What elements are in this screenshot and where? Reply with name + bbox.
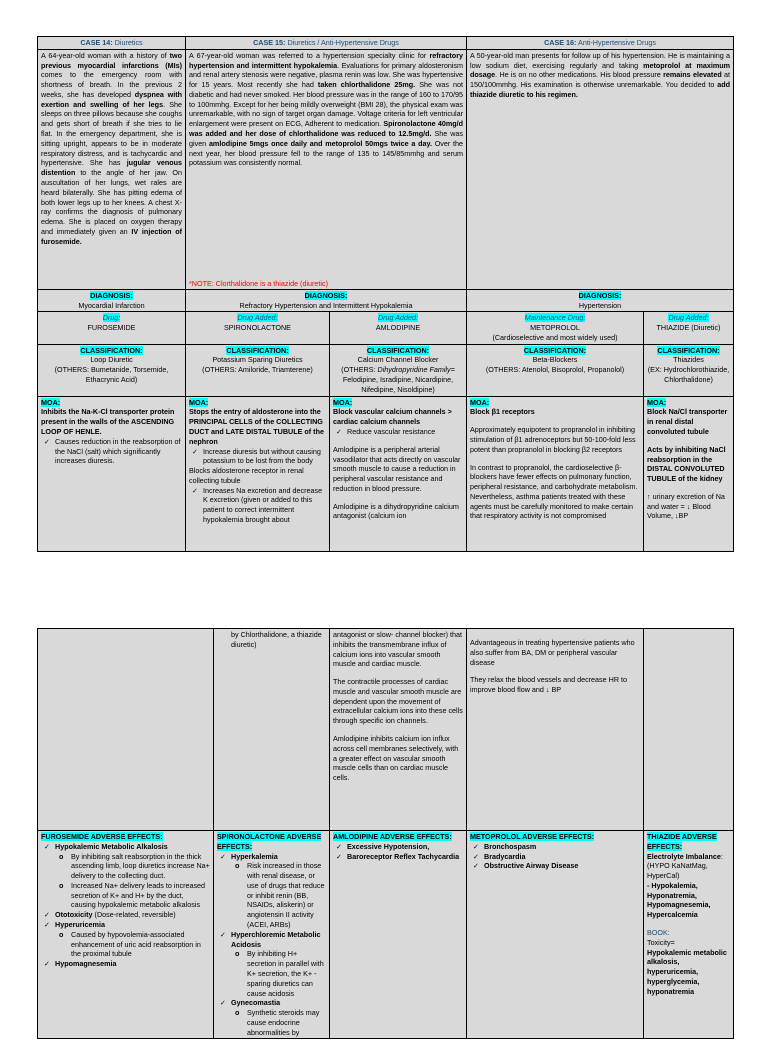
metoprolol-continued: Advantageous in treating hypertensive patients who also suffer from BA, DM or peripheral vascular disease They relax the blood vessels and decrease HR to improve blood flow and ↓ BP: [467, 629, 644, 831]
thiazide-continued: [644, 629, 734, 831]
amlodipine-classification: CLASSIFICATION: Calcium Channel Blocker (OTHERS: Dihydropyridine Family= Felodipine, Isradipine, Nicardipine, Nifedipine, Nisoldipine): [330, 344, 467, 396]
case15-text: A 67-year-old woman was referred to a hypertension specialty clinic for refractory hypertension and intermittent hypokalemia. Evaluations for primary aldosteronism and renal artery stenosis were negative, plasma renin was low. She was hypertensive for 15 years. Most recently she had taken chlorthalidone 25mg. She was not diabetic and had never smoked. Her blood pressure was in the range of 160 to 170/95 to 100mmhg. Except for her being mildly overweight (BMI 28), the physical exam was unremarkable, with no sign of target organ damage. Voltage criteria for left ventricular enlargement were present on ECG, Adherent to medication. Spironolactone 40mg/d was added and her dose of chlorthalidone was reduced to 12.5mg/d. She was given amlodipine 5mgs once daily and metoprolol 50mgs twice a day. Over the next year, her blood pressure fell to the range of 135 to 145/85mmhg and serum potassium was consistently normal. *NOTE: Clorthalidone is a thiazide (diuretic): [186, 49, 467, 289]
furosemide-adverse-effects: FUROSEMIDE ADVERSE EFFECTS: ✓ Hypokalemic Metabolic Alkalosis o By inhibiting salt reabsorption in the thick ascending limb, loop diuretics increase Na+ delivery to the collecting duct. o Increased Na+ delivery leads to increased secretion of K+ and H+ by the duct, causing hypokalemic metabolic alkalosis ✓ Ototoxicity (Dose-related, reversible) ✓ Hyperuricemia o Caused by hypovolemia-associated enhancement of uric acid reabsorption in the proximal tubule ✓ Hypomagnesemia: [38, 831, 214, 1039]
amlodipine-adverse-effects: AMLODIPINE ADVERSE EFFECTS: ✓ Excessive Hypotension, ✓ Baroreceptor Reflex Tachycardia: [330, 831, 467, 1039]
amlodipine-drug: Drug Added: AMLODIPINE: [330, 312, 467, 344]
case15-header: CASE 15: Diuretics / Anti-Hypertensive Drugs: [186, 37, 467, 50]
drug-case-table-top: [37, 36, 734, 552]
case14-diagnosis: DIAGNOSIS: Myocardial Infarction: [38, 289, 186, 312]
amlodipine-moa: MOA: Block vascular calcium channels > cardiac calcium channels ✓ Reduce vascular resistance Amlodipine is a peripheral arterial vasodilator that acts directly on vascular smooth muscle to cause a reduction in peripheral vascular resistance and reduction in blood pressure. Amlodipine is a dihydropyridine calcium antagonist (calcium ion: [330, 396, 467, 551]
furosemide-continued: [38, 629, 214, 831]
thiazide-moa: MOA: Block Na/Cl transporter in renal distal convoluted tubule Acts by inhibiting NaCl reabsorption in the DISTAL CONVOLUTED TUBULE of the kidney ↑ urinary excretion of Na and water = ↓ Blood Volume, ↓BP: [644, 396, 734, 551]
metoprolol-moa: MOA: Block β1 receptors Approximately equipotent to propranolol in inhibiting stimulation of β1 adrenoceptors but 50-100-fold less potent than propranolol in blocking β2 receptors In contrast to propranolol, the cardioselective β-blockers have fewer effects on pulmonary function, peripheral resistance, and carbohydrate metabolism. Nevertheless, asthma patients treated with these agents must be carefully monitored to make certain that respiratory activity is not compromised: [467, 396, 644, 551]
case16-text: A 50-year-old man presents for follow up of his hypertension. He is maintaining a low sodium diet, exercising regularly and taking metoprolol at maximum dosage. He is on no other medications. His blood pressure remains elevated at 150/100mmhg. His examination is otherwise unremarkable. You decided to add thiazide diuretic to his regimen.: [467, 49, 734, 289]
spironolactone-adverse-effects: SPIRONOLACTONE ADVERSE EFFECTS: ✓ Hyperkalemia o Risk increased in those with renal disease, or use of drugs that reduce or inhibit renin (BB, NSAIDs, aliskerin) or angiotensin II activity (ACEI, ARBs) ✓ Hyperchloremic Metabolic Acidosis o By inhibiting H+ secretion in parallel with K+ secretion, the K+ - sparing diuretics can cause acidosis ✓ Gynecomastia o Synthetic steroids may cause endocrine abnormalities by: [214, 831, 330, 1039]
metoprolol-classification: CLASSIFICATION: Beta-Blockers (OTHERS: Atenolol, Bisoprolol, Propanolol): [467, 344, 644, 396]
case14-header: CASE 14: Diuretics: [38, 37, 186, 50]
thiazide-classification: CLASSIFICATION: Thiazides (EX: Hydrochlorothiazide, Chlorthalidone): [644, 344, 734, 396]
case14-text: A 64-year-old woman with a history of two previous myocardial infarctions (MIs) comes to the emergency room with shortness of breath. In the previous 2 weeks, she has developed dyspnea with exertion and swelling of her legs. She sleeps on three pillows because she coughs and gets short of breath if she tries to lie flat. In the emergency department, she is sitting upright, appears to be in moderate respiratory distress, and is tachycardic and hypertensive. She has jugular venous distention to the angle of her jaw. On auscultation of her lungs, wet rales are heard bilaterally. She has pitting edema of both lower legs up to her knees. A chest X-ray confirms the diagnosis of pulmonary edema. She is placed on oxygen therapy and immediately given an IV injection of furosemide.: [38, 49, 186, 289]
amlodipine-continued: antagonist or slow- channel blocker) that inhibits the transmembrane influx of calcium ions into vascular smooth muscle and cardiac muscle. The contractile processes of cardiac muscle and vascular smooth muscle are dependent upon the movement of extracellular calcium ions into these cells through specific ion channels. Amlodipine inhibits calcium ion influx across cell membranes selectively, with a greater effect on vascular smooth muscle cells than on cardiac muscle cells.: [330, 629, 467, 831]
case16-header: CASE 16: Anti-Hypertensive Drugs: [467, 37, 734, 50]
case16-diagnosis: DIAGNOSIS: Hypertension: [467, 289, 734, 312]
spironolactone-drug: Drug Added: SPIRONOLACTONE: [186, 312, 330, 344]
spironolactone-moa: MOA: Stops the entry of aldosterone into the PRINCIPAL CELLS of the COLLECTING DUCT and LATE DISTAL TUBULE of the nephron ✓ Increase diuresis but without causing potassium to be lost from the body Blocks aldosterone receptor in renal collecting tubule ✓ Increases Na excretion and decrease K excretion (given or added to this patient to correct intermittent hypokalemia brought about: [186, 396, 330, 551]
furosemide-classification: CLASSIFICATION: Loop Diuretic (OTHERS: Bumetanide, Torsemide, Ethacrynic Acid): [38, 344, 186, 396]
spironolactone-continued: by Chlorthalidone, a thiazide diuretic): [214, 629, 330, 831]
furosemide-moa: MOA: Inhibits the Na-K-Cl transporter protein present in the walls of the ASCENDING LOOP OF HENLE. ✓ Causes reduction in the reabsorption of the NaCl (salt) which significantly increases diuresis.: [38, 396, 186, 551]
furosemide-drug: Drug: FUROSEMIDE: [38, 312, 186, 344]
spironolactone-classification: CLASSIFICATION: Potassium Sparing Diuretics (OTHERS: Amiloride, Triamterene): [186, 344, 330, 396]
thiazide-drug: Drug Added: THIAZIDE (Diuretic): [644, 312, 734, 344]
metoprolol-adverse-effects: METOPROLOL ADVERSE EFFECTS: ✓ Bronchospasm ✓ Bradycardia ✓ Obstructive Airway Disease: [467, 831, 644, 1039]
drug-case-table-bottom: [37, 628, 734, 1039]
metoprolol-drug: Maintenance Drug: METOPROLOL (Cardioselective and most widely used): [467, 312, 644, 344]
case15-diagnosis: DIAGNOSIS: Refractory Hypertension and Intermittent Hypokalemia: [186, 289, 467, 312]
thiazide-adverse-effects: THIAZIDE ADVERSE EFFECTS: Electrolyte Imbalance: (HYPO KaNatMag, HyperCal) - Hypokalemia, Hyponatremia, Hypomagnesemia, Hypercalcemia BOOK: Toxicity= Hypokalemic metabolic alkalosis, hyperuricemia, hyperglycemia, hyponatremia: [644, 831, 734, 1039]
case15-note: *NOTE: Clorthalidone is a thiazide (diuretic): [189, 279, 329, 288]
